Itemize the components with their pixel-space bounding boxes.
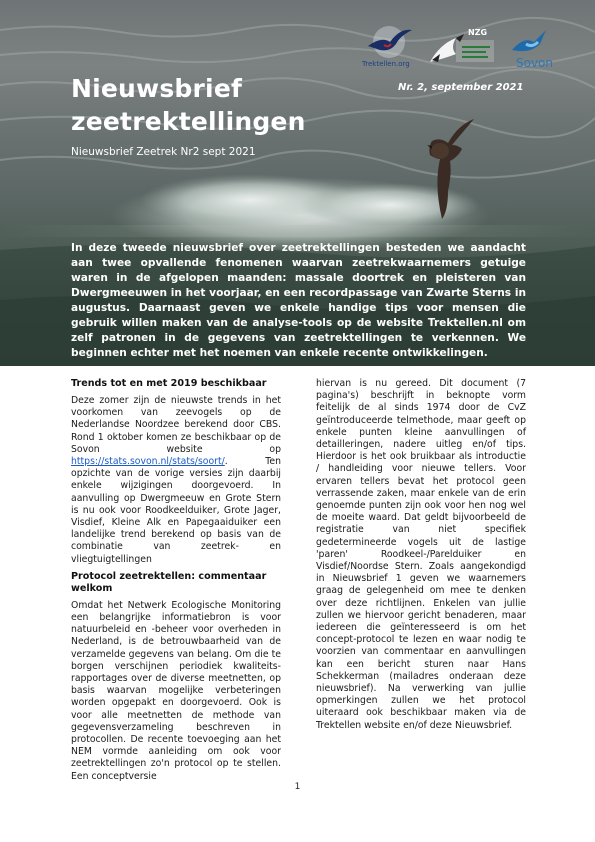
section-heading-protocol: Protocol zeetrektellen: commentaar welkom: [71, 570, 267, 594]
nzg-label: NZG: [468, 28, 488, 37]
protocol-paragraph: Omdat het Netwerk Ecologische Monitoring een belangrijke informatiebron is voor natuurbeleid en -beheer voor overheden in Nederland, is de betrouwbaarheid van de verzamelde gegevens van belang. Om die te borgen verschijnen periodiek kwaliteits-rapportages over de diverse meetnetten, op basis waarvan mogelijke verbeteringen worden opgepakt en doorgevoerd. Ook is voor alle meetnetten de methode van gegevensverzameling beschreven in protocollen. De recente toevoeging aan het NEM vormde aanleiding om ook voor zeetrektellingen zo'n protocol op te stellen. Een conceptversie: [71, 599, 281, 782]
gannet-icon: [426, 24, 498, 74]
trends-paragraph: [71, 395, 281, 566]
left-column: [71, 378, 281, 783]
newsletter-subtitle: Nieuwsbrief Zeetrek Nr2 sept 2021: [71, 146, 256, 158]
newsletter-title: [71, 72, 306, 138]
swallow-icon: [360, 22, 418, 62]
sovon-stats-link[interactable]: https://stats.sovon.nl/stats/soort/: [71, 456, 225, 468]
issue-label: Nr. 2, september 2021: [398, 82, 524, 93]
trends-text-2: . Ten opzichte van de vorige versies zijn daarbij enkele wijzigingen doorgevoerd. In aanvulling op Dwergmeeuw en Grote Stern is nu ook voor Roodkeelduiker, Grote Jager, Visdief, Kleine Alk en Papegaaiduiker een landelijke trend berekend op basis van de combinatie van zeetrek- en vliegtuigtellingen: [71, 456, 281, 565]
title-line-1: Nieuwsbrief: [71, 74, 243, 103]
sovon-bird-icon: [504, 26, 564, 58]
trektellen-logo: [360, 22, 418, 74]
intro-paragraph: In deze tweede nieuwsbrief over zeetrektellingen besteden we aandacht aan twee opvallende fenomenen waarvan zeetrekwaarnemers getuige waren in de afgelopen maanden: massale doortrek en pleisteren van Dwergmeeuwen in het voorjaar, en een recordpassage van Zwarte Sterns in augustus. Daarnaast geven we enkele handige tips voor mensen die gebruik willen maken van de analyse-tools op de website Trektellen.nl om zelf patronen in de gegevens van zeetrektellingen te verkennen. We beginnen echter met het noemen van enkele recente ontwikkelingen.: [71, 242, 526, 359]
right-column: [316, 378, 526, 732]
sovon-label: Sovon: [516, 56, 554, 70]
title-line-2: zeetrektellingen: [71, 107, 306, 136]
page-number: 1: [294, 782, 301, 792]
hero-banner: [0, 0, 595, 366]
section-heading-trends: Trends tot en met 2019 beschikbaar: [71, 378, 267, 389]
trektellen-label: Trektellen.org: [362, 60, 410, 68]
seabird-photo: [418, 115, 478, 225]
protocol-paragraph-continued: hiervan is nu gereed. Dit document (7 pagina's) beschrijft in beknopte vorm feitelijk de al sinds 1974 door de CvZ geïntroduceerde telmethode, maar geeft op enkele punten kleine aanvullingen of detailleringen, nadere uitleg en/of tips. Hierdoor is het ook bruikbaar als introductie / handleiding voor nieuwe tellers. Voor ervaren tellers bevat het protocol geen verrassende zaken, maar enkele van de erin genoemde punten zijn ook voor hen nog wel de moeite waard. Dat geldt bijvoorbeeld de registratie van niet specifiek gedetermineerde vogels uit de lastige 'paren' Roodkeel-/Parelduiker en Visdief/Noordse Stern. Zoals aangekondigd in Nieuwsbrief 1 geven we waarnemers graag de gelegenheid om mee te denken over deze richtlijnen. Enkelen van jullie zullen we hiervoor gericht benaderen, maar iedereen die geïnteresseerd is om het concept-protocol te lezen en waar nodig te voorzien van commentaar en aanvullingen kan een bericht sturen naar Hans Schekkerman (mailadres onderaan deze nieuwsbrief). Na verwerking van jullie opmerkingen zullen we het protocol uiteraard ook beschikbaar maken via de Trektellen website en/of deze Nieuwsbrief.: [316, 378, 526, 731]
sovon-logo: [504, 26, 564, 74]
trends-text-1: Deze zomer zijn de nieuwste trends in het voorkomen van zeevogels op de Nederlandse Noordzee berekend door CBS. Rond 1 oktober komen ze beschikbaar op de Sovon website op: [71, 395, 281, 455]
nzg-logo: [426, 24, 498, 74]
